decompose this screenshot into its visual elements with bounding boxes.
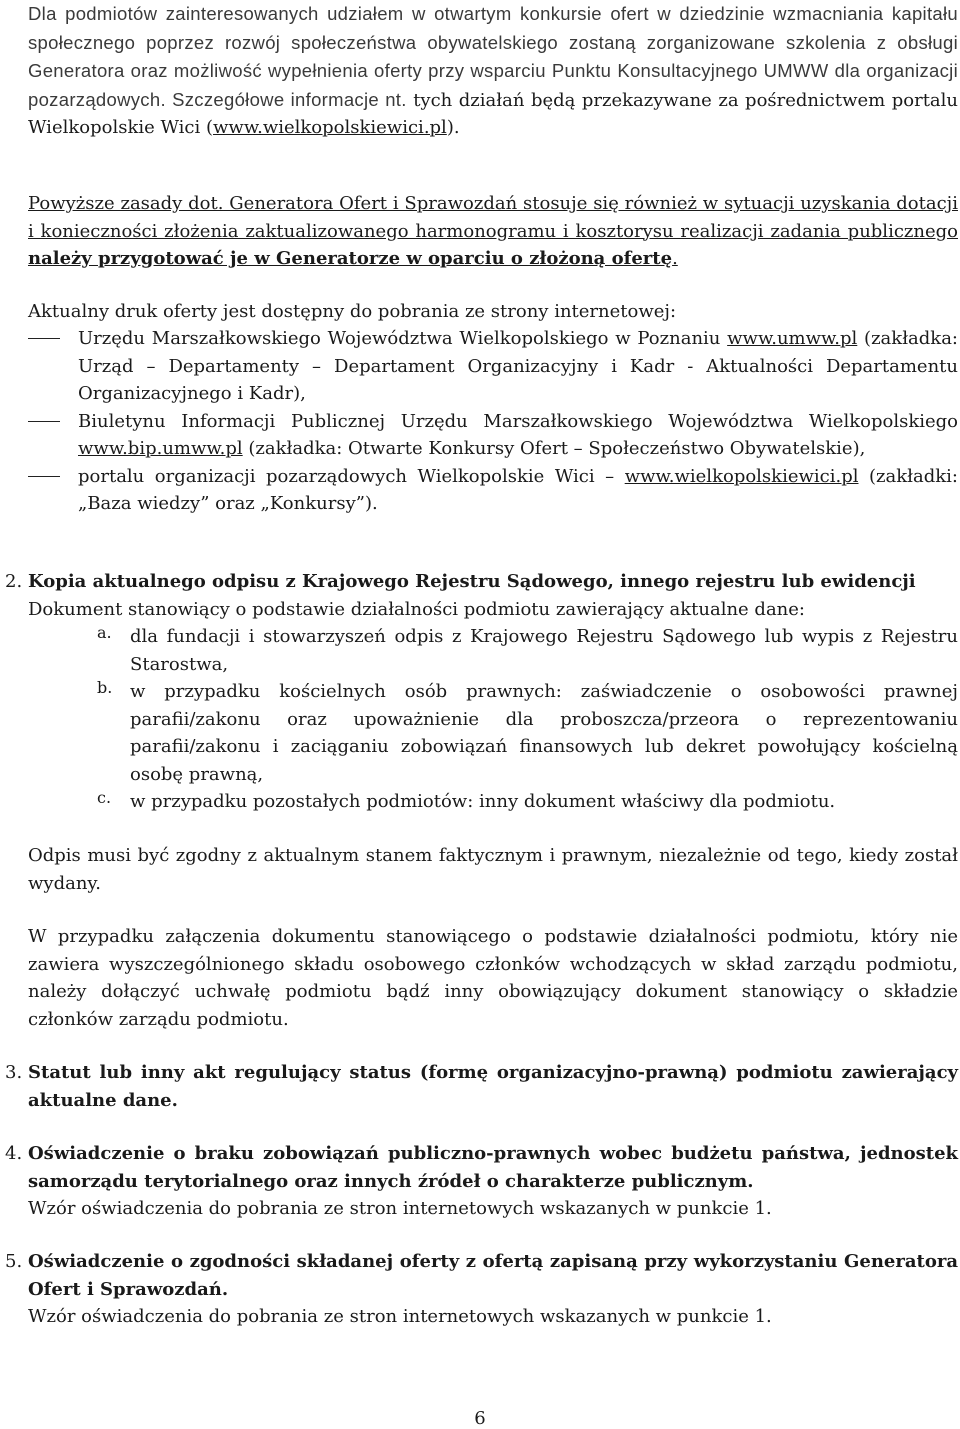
- link-item-text: portalu organizacji pozarządowych Wielkopolskie Wici –: [78, 465, 625, 487]
- section-5-heading: Oświadczenie o zgodności składanej oferty z ofertą zapisaną przy wykorzystaniu Generatora Ofert i Sprawozdań.: [28, 1251, 958, 1300]
- download-info: Aktualny druk oferty jest dostępny do pobrania ze strony internetowej:: [28, 301, 677, 322]
- section-4: [5, 1140, 958, 1223]
- intro-text-part-c: ).: [446, 117, 460, 138]
- section-2-number: 2.: [5, 571, 23, 592]
- link-item-tail: (zakładka: Urząd – Departamenty – Departament Organizacyjny i Kadr - Aktualności Departamentu Organizacyjnego i Kadr),: [78, 328, 958, 404]
- section-4-number: 4.: [5, 1143, 23, 1164]
- page-number: 6: [474, 1408, 486, 1429]
- section-2-heading: Kopia aktualnego odpisu z Krajowego Rejestru Sądowego, innego rejestru lub ewidencji: [28, 571, 916, 592]
- section-2-item-c: [28, 788, 958, 816]
- section-2-item-b: [28, 678, 958, 788]
- link-item-text: Biuletynu Informacji Publicznej Urzędu Marszałkowskiego Województwa Wielkopolskiego: [78, 410, 958, 432]
- rules-text-a: Powyższe zasady dot.: [28, 193, 224, 214]
- link-item-tail: (zakładki: „Baza wiedzy” oraz „Konkursy”).: [78, 465, 958, 514]
- rules-text-bold: należy przygotować je w Generatorze w oparciu o złożoną ofertę: [28, 248, 673, 269]
- item-letter: a.: [97, 623, 112, 642]
- link-item-umww: [28, 325, 958, 408]
- download-links-list: [28, 325, 958, 518]
- intro-paragraph-2: [28, 190, 958, 273]
- bip-link[interactable]: www.bip.umww.pl: [78, 438, 243, 459]
- note-text: Odpis musi być zgodny z aktualnym stanem faktycznym i prawnym, niezależnie od tego, kiedy został wydany.: [28, 845, 958, 894]
- link-item-wici: [28, 463, 958, 518]
- section-5-note: Wzór oświadczenia do pobrania ze stron internetowych wskazanych w punkcie 1.: [28, 1306, 772, 1327]
- section-3: [5, 1059, 958, 1114]
- rules-text-end: .: [672, 248, 678, 269]
- item-text: w przypadku pozostałych podmiotów: inny dokument właściwy dla podmiotu.: [130, 791, 836, 812]
- dash-bullet: [28, 476, 60, 477]
- dash-bullet: [28, 421, 60, 422]
- wielkopolskiewici-link[interactable]: www.wielkopolskiewici.pl: [213, 117, 447, 138]
- note-text: W przypadku załączenia dokumentu stanowiącego o podstawie działalności podmiotu, który nie zawiera wyszczególnionego składu osobowego członków wchodzących w skład zarządu podmiotu, należy dołączyć uchwałę podmiotu bądź inny obowiązujący dokument stanowiący o składzie członków zarządu podmiotu.: [28, 926, 958, 1030]
- intro-paragraph-3: [28, 298, 958, 326]
- rules-text-b: Generatora Ofert i Sprawozdań stosuje się również w sytuacji uzyskania dotacji i konieczności złożenia zaktualizowanego harmonogramu i kosztorysu realizacji zadania publicznego: [28, 193, 958, 242]
- section-2-note-1: [28, 842, 958, 897]
- link-item-text: Urzędu Marszałkowskiego Województwa Wielkopolskiego w Poznaniu: [78, 328, 728, 349]
- dash-bullet: [28, 338, 60, 339]
- section-2-item-a: [28, 623, 958, 678]
- intro-text-part-a: Dla podmiotów zainteresowanych udziałem w otwartym konkursie ofert w dziedzinie wzmacniania kapitału społecznego poprzez rozwój społeczeństwa obywatelskiego zostaną zorganizowane szkolenia z obsługi Generatora oraz możliwość wypełnienia oferty przy wsparciu Punktu Konsultacyjnego UMWW dla organizacji pozarządowych. Szczegółowe informacje nt.: [28, 3, 958, 110]
- section-3-number: 3.: [5, 1062, 23, 1083]
- section-2: [5, 568, 958, 816]
- section-5: [5, 1248, 958, 1331]
- item-letter: c.: [97, 788, 112, 807]
- section-3-heading: Statut lub inny akt regulujący status (formę organizacyjno-prawną) podmiotu zawierający aktualne dane.: [28, 1062, 958, 1111]
- umww-link[interactable]: www.umww.pl: [727, 328, 858, 349]
- item-text: w przypadku kościelnych osób prawnych: zaświadczenie o osobowości prawnej parafii/zakonu oraz upoważnienie dla proboszcza/przeora o reprezentowaniu parafii/zakonu i zaciąganiu zobowiązań finansowych lub dekret powołujący kościelną osobę prawną,: [130, 681, 958, 785]
- intro-text-part-b: tych działań będą przekazywane za pośrednictwem portalu Wielkopolskie Wici (: [28, 89, 959, 138]
- item-text: dla fundacji i stowarzyszeń odpis z Krajowego Rejestru Sądowego lub wypis z Rejestru Starostwa,: [130, 626, 958, 675]
- section-4-note: Wzór oświadczenia do pobrania ze stron internetowych wskazanych w punkcie 1.: [28, 1198, 772, 1219]
- link-item-bip: [28, 408, 958, 463]
- wici-link[interactable]: www.wielkopolskiewici.pl: [624, 465, 859, 487]
- intro-paragraph-1: [28, 0, 958, 142]
- section-2-intro: Dokument stanowiący o podstawie działalności podmiotu zawierający aktualne dane:: [28, 598, 805, 620]
- section-4-heading: Oświadczenie o braku zobowiązań publiczno-prawnych wobec budżetu państwa, jednostek samorządu terytorialnego oraz innych źródeł o charakterze publicznym.: [28, 1143, 958, 1192]
- item-letter: b.: [97, 678, 113, 697]
- section-5-number: 5.: [5, 1251, 23, 1272]
- link-item-tail: (zakładka: Otwarte Konkursy Ofert – Społeczeństwo Obywatelskie),: [242, 438, 866, 459]
- section-2-note-2: [28, 923, 958, 1033]
